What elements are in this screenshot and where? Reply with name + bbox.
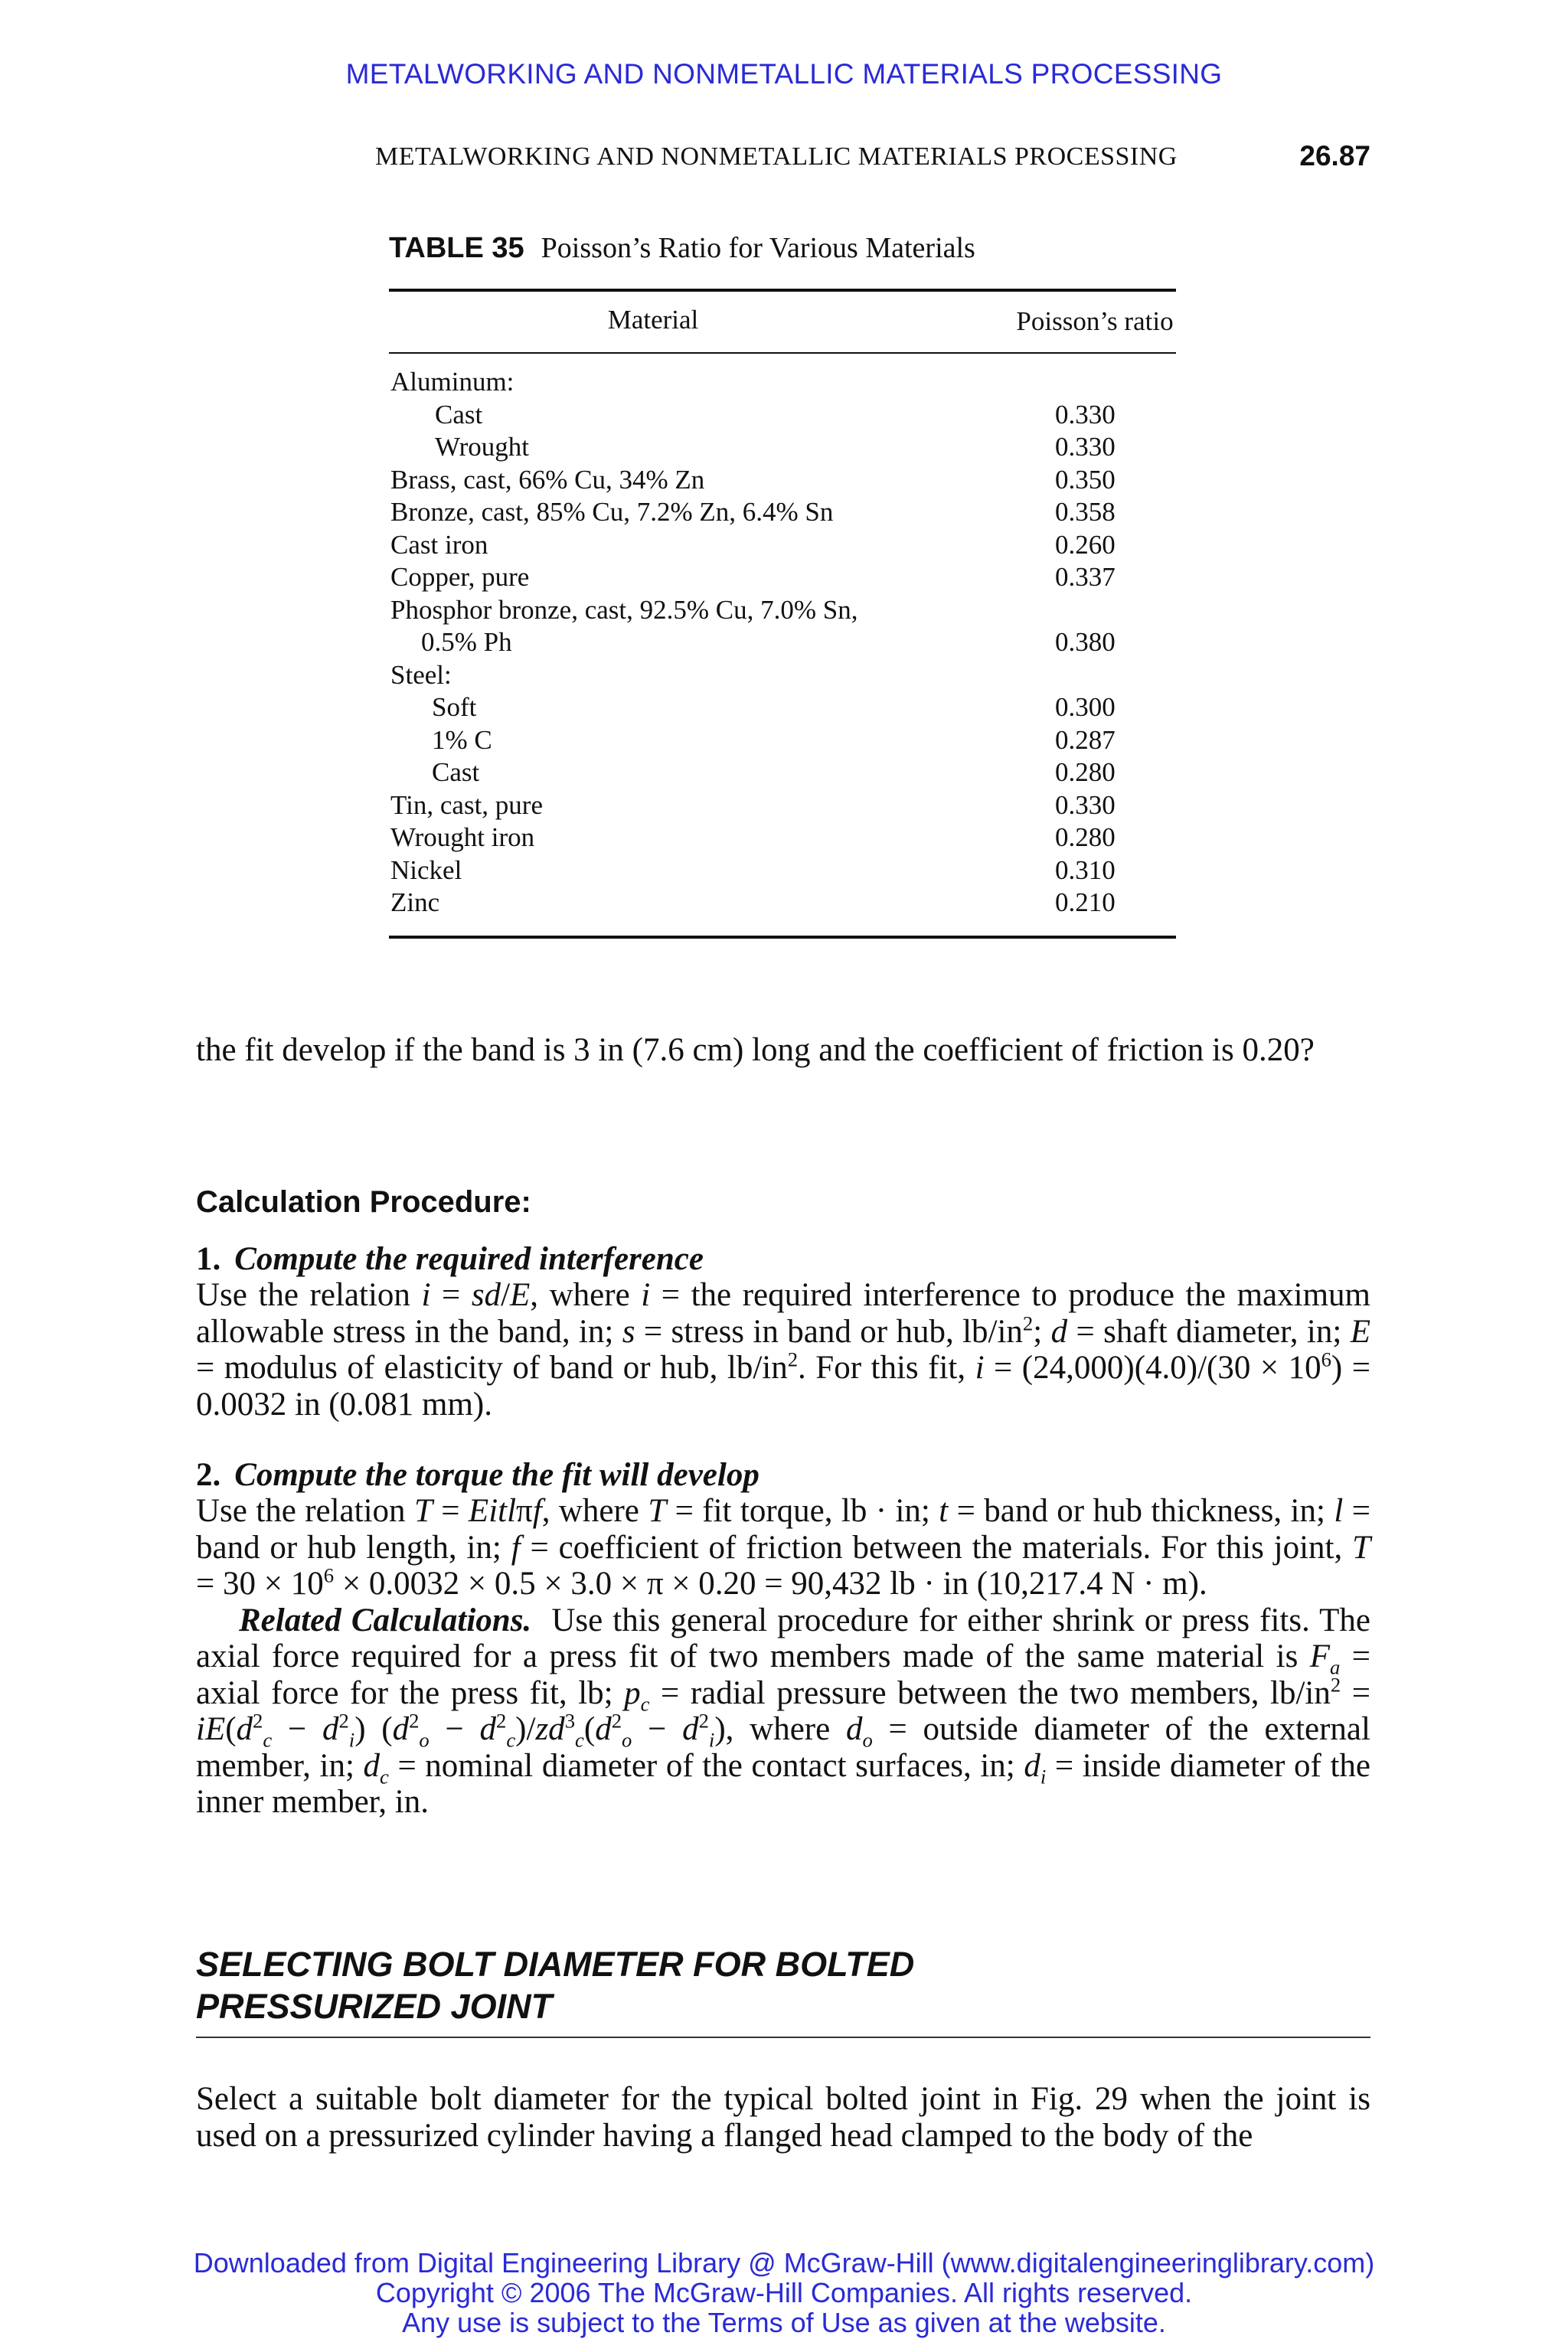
poisson-ratio-cell: 0.330	[1055, 399, 1116, 430]
material-cell: Cast	[432, 757, 480, 787]
top-banner: METALWORKING AND NONMETALLIC MATERIALS PROCESSING	[345, 58, 1223, 90]
material-cell: Phosphor bronze, cast, 92.5% Cu, 7.0% Sn,	[390, 594, 858, 625]
table-row	[390, 594, 1179, 627]
material-cell: Steel:	[390, 659, 452, 690]
step-1-number: 1.	[196, 1241, 221, 1277]
running-head: METALWORKING AND NONMETALLIC MATERIALS PROCESSING	[375, 142, 1178, 171]
poisson-ratio-cell: 0.350	[1055, 464, 1116, 495]
closing-text: Select a suitable bolt diameter for the typical bolted joint in Fig. 29 when the joint is used on a pressurized cylinder having a flanged head clamped to the body of the	[196, 2081, 1370, 2154]
footer-download-link[interactable]: Downloaded from Digital Engineering Library @ McGraw-Hill (www.digitalengineeringlibrary.com)	[193, 2247, 1375, 2278]
step-2-heading	[196, 1456, 760, 1494]
material-cell: Wrought iron	[390, 822, 535, 852]
step-1-title: Compute the required interference	[234, 1241, 704, 1277]
material-cell: 1% C	[432, 724, 492, 755]
step-1-paragraph: Use the relation i = sd/E, where i = the required interference to produce the maximum allowable stress in the band, in; s = stress in band or hub, $lb/in^2$; d = shaft diameter, in; E = modulus of elasticity of band or hub, $lb/in^2$. For this fit, $i = (24,000)(4.0)/(30 \times 10^6) = 0.0032$ in (0.081 mm).	[196, 1277, 1370, 1423]
step-2-title: Compute the torque the fit will develop	[234, 1457, 760, 1493]
table-row	[390, 399, 1179, 432]
table-row	[390, 789, 1179, 822]
table-row	[390, 431, 1179, 464]
page-number: 26.87	[1299, 140, 1370, 172]
section-title-line-1: SELECTING BOLT DIAMETER FOR BOLTED	[196, 1945, 915, 1984]
poisson-ratio-cell: 0.280	[1055, 822, 1116, 852]
poisson-ratio-cell: 0.337	[1055, 562, 1116, 592]
footer-notice	[0, 2248, 1568, 2337]
material-cell: Zinc	[390, 887, 440, 917]
material-cell: Cast	[435, 399, 483, 430]
column-header-material: Material	[607, 305, 699, 335]
poisson-ratio-cell: 0.210	[1055, 887, 1116, 917]
table-caption	[389, 231, 975, 265]
section-title-line-2: PRESSURIZED JOINT	[196, 1987, 553, 2026]
table-row	[390, 626, 1179, 659]
poisson-ratio-cell: 0.380	[1055, 627, 1116, 657]
table-row	[390, 691, 1179, 724]
table-row	[390, 659, 1179, 692]
poisson-ratio-cell: 0.330	[1055, 789, 1116, 820]
table-row	[390, 561, 1179, 594]
poisson-ratio-cell: 0.287	[1055, 724, 1116, 755]
poisson-ratio-cell: 0.358	[1055, 497, 1116, 527]
table-row	[390, 822, 1179, 854]
material-cell: Aluminum:	[390, 367, 514, 397]
table-row	[390, 464, 1179, 497]
intro-text: the fit develop if the band is 3 in (7.6 cm) long and the coefficient of friction is 0.20?	[196, 1032, 1315, 1068]
table-rule-top	[389, 289, 1176, 292]
section-title	[196, 1943, 914, 2027]
table-body	[390, 366, 1179, 920]
poisson-ratio-cell: 0.280	[1055, 757, 1116, 787]
calculation-procedure-heading: Calculation Procedure:	[196, 1185, 531, 1219]
section-rule	[196, 2037, 1370, 2038]
table-row	[390, 724, 1179, 757]
step-2-paragraph: Use the relation T = Eitlπf, where T = fit torque, lb · in; t = band or hub thickness, in; l = band or hub length, in; f = coefficient of friction between the materials. For this joint, $T = 30 \times 10^6 \times 0.0032 \times 0.5 \times 3.0 \times \pi \times 0.20 = 90,432$ lb · in (10,217.4 N · m). Related Calculations. Use this general procedure for either shrink or press fits. The axial force required for a press fit of two members made of the same material is $F_a$ = axial force for the press fit, lb; $p_c$ = radial pressure between the two members, $lb/in^2 = iE(d^2_c - d^2_i) (d^2_o - d^2_c)/zd^3_c(d^2_o - d^2_i)$, where $d_o$ = outside diameter of the external member, in; $d_c$ = nominal diameter of the contact surfaces, in; $d_i$ = inside diameter of the inner member, in.	[196, 1493, 1371, 1820]
material-cell: 0.5% Ph	[421, 627, 512, 657]
step-1-heading	[196, 1240, 704, 1278]
intro-paragraph	[196, 1032, 1370, 1069]
table-rule-bottom	[389, 936, 1176, 939]
table-rule-header	[389, 352, 1176, 354]
material-cell: Cast iron	[390, 529, 488, 560]
table-row	[390, 529, 1179, 562]
material-cell: Nickel	[390, 854, 462, 885]
table-row	[390, 366, 1179, 399]
table-title: Poisson’s Ratio for Various Materials	[541, 232, 975, 264]
footer-terms: Any use is subject to the Terms of Use as given at the website.	[402, 2307, 1166, 2338]
table-row	[390, 854, 1179, 887]
poisson-ratio-cell: 0.330	[1055, 432, 1116, 462]
table-row	[390, 887, 1179, 920]
related-calculations-lead: Use this general procedure for either shrink or press fits.	[551, 1602, 1310, 1638]
material-cell: Copper, pure	[390, 562, 530, 592]
material-cell: Wrought	[435, 432, 530, 462]
closing-paragraph	[196, 2081, 1370, 2154]
material-cell: Bronze, cast, 85% Cu, 7.2% Zn, 6.4% Sn	[390, 497, 834, 527]
poisson-ratio-cell: 0.260	[1055, 529, 1116, 560]
material-cell: Brass, cast, 66% Cu, 34% Zn	[390, 464, 705, 495]
table-row	[390, 756, 1179, 789]
related-calculations-label: Related Calculations.	[239, 1602, 532, 1638]
table-row	[390, 496, 1179, 529]
table-label: TABLE 35	[389, 232, 524, 264]
footer-copyright: Copyright © 2006 The McGraw-Hill Companies. All rights reserved.	[375, 2277, 1193, 2308]
poisson-ratio-cell: 0.310	[1055, 854, 1116, 885]
column-header-poisson-ratio: Poisson’s ratio	[1016, 306, 1174, 336]
step-2-number: 2.	[196, 1457, 221, 1493]
poisson-ratio-cell: 0.300	[1055, 692, 1116, 722]
material-cell: Tin, cast, pure	[390, 789, 543, 820]
material-cell: Soft	[432, 692, 477, 722]
